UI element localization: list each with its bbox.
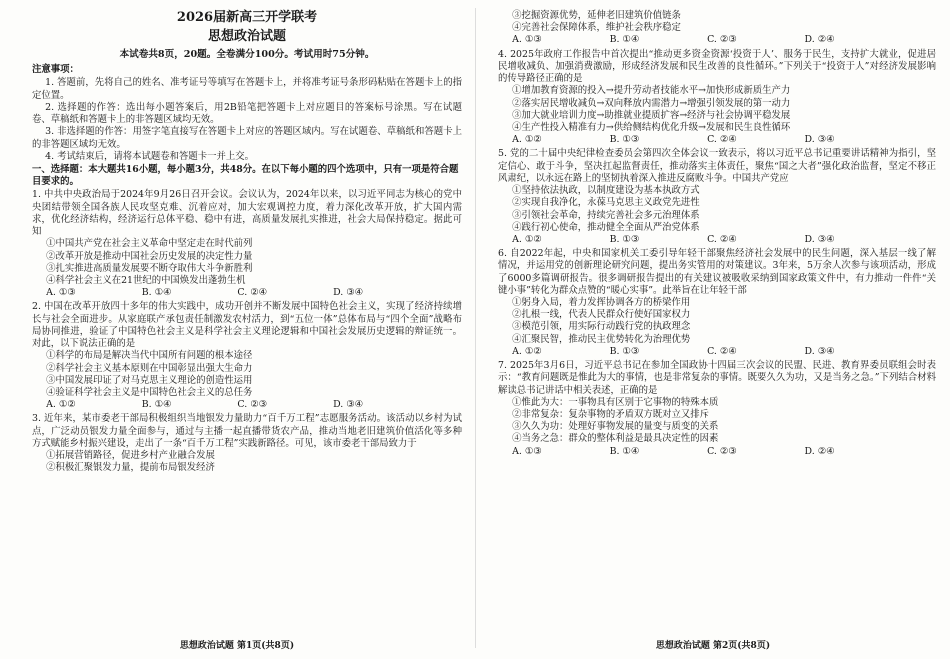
choice-a: A. ①② (512, 233, 542, 245)
exam-title: 2026届新高三开学联考 (176, 10, 318, 25)
question-stem: 1. 中共中央政治局于2024年9月26日召开会议。会议认为，2024年以来，以习近平同志为核心的党中央团结带领全国各族人民攻坚克难、沉着应对，加大宏观调控力度，着力深化改革开放，扩大国内需求，优化经济结构，经济运行总体平稳、稳中有进，高质量发展扎实推进，社会大局保持稳定。据此可知 (32, 189, 462, 238)
statement-option: ④验证科学社会主义是中国特色社会主义的总任务 (46, 386, 253, 398)
statement-option: ①中国共产党在社会主义革命中坚定走在时代前列 (46, 238, 253, 250)
answer-choices (498, 346, 936, 358)
statement-option: ③挖掘资源优势，延伸老旧建筑价值链条 (512, 10, 681, 21)
choice-a: A. ①③ (512, 34, 542, 46)
choice-b: B. ①③ (609, 134, 640, 146)
choice-b: B. ①④ (141, 399, 172, 411)
page-2 (476, 0, 950, 659)
statement-option: ④践行初心使命，推动健全全面从严治党体系 (512, 221, 700, 233)
choice-c: C. ②④ (707, 134, 737, 146)
choice-b: B. ①④ (141, 287, 172, 299)
choice-b: B. ①④ (609, 34, 640, 46)
statement-option: ②改革开放是推动中国社会历史发展的决定性力量 (46, 250, 253, 262)
statement-option: ④汇聚民智，推动民主优势转化为治理优势 (512, 333, 691, 345)
statement-option: ③久久为功：处理好事物发展的量变与质变的关系 (512, 421, 719, 433)
question-3-continued (498, 10, 936, 47)
choice-a: A. ①② (512, 345, 542, 357)
answer-choices (498, 134, 936, 146)
statement-option: ②落实居民增收减负→双向释放内需潜力→增强引领发展的第一动力 (512, 97, 791, 109)
statement-option: ④完善社会保障体系，维护社会秩序稳定 (512, 22, 681, 34)
notice-item: 4. 考试结束后，请将本试题卷和答题卡一并上交。 (45, 150, 254, 162)
section-heading: 一、选择题：本大题共16小题，每小题3分，共48分。在以下每小题的四个选项中，只有一项是符合题目要求的。 (32, 164, 459, 188)
question-stem: 2. 中国在改革开放四十多年的伟大实践中，成功开创并不断发展中国特色社会主义，实现了经济持续增长与社会全面进步。从家庭联产承包责任制激发农村活力，到“五位一体”总体布局与“四个全面”战略布局协同推进，验证了中国特色社会主义是科学社会主义理论逻辑和中国社会发展历史逻辑的辩证统一。对此，以下说法正确的是 (32, 301, 462, 350)
question-stem: 7. 2025年3月6日，习近平总书记在参加全国政协十四届三次会议的民盟、民进、教育界委员联组会时表示：“教育问题既是惟此为大的事情，也是非常复杂的事情。既要久久为功，又是当务之急。”下列结合材料解读总书记讲话中相关表述，正确的是 (498, 360, 936, 396)
question-2 (32, 301, 462, 411)
question-7 (498, 360, 936, 458)
statement-option: ④当务之急：群众的整体利益是最具决定性的因素 (512, 433, 719, 445)
page-1 (0, 0, 474, 659)
notice-item: 3. 非选择题的作答：用签字笔直接写在答题卡上对应的答题区域内。写在试题卷、草稿纸和答题卡上的非答题区域均无效。 (32, 126, 462, 150)
notice-title: 注意事项： (32, 64, 79, 76)
choice-c: C. ②③ (707, 34, 737, 46)
choice-a: A. ①② (46, 399, 76, 411)
statement-option: ①坚持依法执政，以制度建设为基本执政方式 (512, 185, 700, 197)
statement-option: ④生产性投入精准有力→供给侧结构优化升级→发展和民生良性循环 (512, 121, 791, 133)
choice-c: C. ②④ (707, 345, 737, 357)
statement-option: ①科学的布局是解决当代中国所有问题的根本途径 (46, 350, 253, 362)
answer-choices (32, 399, 462, 411)
question-3 (32, 413, 462, 474)
answer-choices (498, 34, 936, 46)
choice-c: C. ②④ (707, 233, 737, 245)
question-stem: 3. 近年来，某市委老干部局积极组织当地银发力量助力“百千万工程”志愿服务活动。该活动以乡村为试点，广泛动员银发力量全面参与，通过与主播一起直播带货农产品，推动当地老旧建筑价值活化等多种方式赋能乡村振兴建设，走出了一条“百千万工程”实践新路径。可见，该市委老干部局致力于 (32, 413, 462, 449)
statement-option: ②积极汇聚银发力量，提前布局银发经济 (46, 462, 215, 474)
statement-option: ①拓展营销路径，促进乡村产业融合发展 (46, 450, 215, 462)
question-stem: 5. 党的二十届中央纪律检查委员会第四次全体会议一致表示，将以习近平总书记重要讲话精神为指引，坚定信心、敢于斗争，坚决扛起监督责任，推动落实主体责任，聚焦“国之大者”强化政治监督，坚定不移正风肃纪，以永远在路上的坚韧执着深入推进反腐败斗争。中国共产党应 (498, 148, 936, 184)
question-6 (498, 248, 936, 358)
question-4 (498, 49, 936, 147)
choice-b: B. ①③ (609, 345, 640, 357)
choice-d: D. ③④ (333, 399, 364, 411)
statement-option: ③模范引领，用实际行动践行党的执政理念 (512, 321, 691, 333)
statement-option: ②非常复杂：复杂事物的矛盾双方既对立又排斥 (512, 409, 709, 420)
statement-option: ④科学社会主义在21世纪的中国焕发出蓬勃生机 (46, 274, 246, 286)
question-1 (32, 189, 462, 299)
choice-d: D. ②④ (804, 34, 835, 46)
exam-meta: 本试卷共8页，20题。全卷满分100分。考试用时75分钟。 (119, 48, 375, 60)
answer-choices (498, 446, 936, 458)
choice-c: C. ②④ (237, 287, 268, 299)
statement-option: ①躬身入局，着力发挥协调各方的桥梁作用 (512, 297, 691, 309)
statement-option: ③扎实推进高质量发展要不断夺取伟大斗争新胜利 (46, 262, 253, 274)
choice-b: B. ①④ (609, 445, 640, 457)
answer-choices (32, 287, 462, 299)
choice-a: A. ①② (512, 134, 542, 146)
answer-choices (498, 234, 936, 246)
exam-subject-title: 思想政治试题 (207, 28, 286, 44)
choice-c: C. ②③ (237, 399, 268, 411)
statement-option: ③加大就业培训力度→助推就业提质扩容→经济与社会协调平稳发展 (512, 109, 791, 121)
choice-a: A. ①③ (512, 445, 542, 457)
choice-b: B. ①③ (609, 233, 640, 245)
choice-a: A. ①③ (46, 287, 76, 299)
statement-option: ②扎根一线，代表人民群众行使好国家权力 (512, 309, 691, 321)
statement-option: ②科学社会主义基本原则在中国彰显出强大生命力 (46, 362, 253, 374)
notice-item: 1. 答题前，先将自己的姓名、准考证号等填写在答题卡上，并将准考证号条形码粘贴在答题卡上的指定位置。 (32, 77, 462, 101)
question-stem: 4. 2025年政府工作报告中首次提出“推动更多资金资源‘投资于人’、服务于民生，支持扩大就业，促进居民增收减负、加强消费激励，形成经济发展和民生改善的良性循环。”下列关于“投资于人”对经济发展影响的传导路径正确的是 (498, 48, 936, 85)
choice-d: D. ③④ (333, 287, 364, 299)
question-5 (498, 148, 936, 246)
notice-item: 2. 选择题的作答：选出每小题答案后，用2B铅笔把答题卡上对应题目的答案标号涂黑。写在试题卷、草稿纸和答题卡上的非答题区域均无效。 (32, 101, 462, 126)
choice-d: D. ②④ (804, 445, 835, 457)
choice-d: D. ③④ (804, 233, 835, 245)
statement-option: ③引领社会革命，持续完善社会多元治理体系 (512, 209, 700, 221)
choice-c: C. ②③ (707, 445, 737, 457)
question-stem: 6. 自2022年起，中央和国家机关工委引导年轻干部聚焦经济社会发展中的民生问题，深入基层一线了解情况，并运用党的创新理论研究问题，提出务实管用的对策建议。3年来，5万余人次参与该项活动，形成了6000多篇调研报告。很多调研报告提出的有关建议被吸收采纳到国家政策文件中，有力推动一件件“关键小事”转化为群众点赞的“暖心实事”。此举旨在让年轻干部 (498, 248, 936, 296)
statement-option: ②实现自我净化，永葆马克思主义政党先进性 (512, 197, 700, 209)
statement-option: ①惟此为大：一事物具有区别于它事物的特殊本质 (512, 396, 719, 408)
statement-option: ①增加教育资源的投入→提升劳动者技能水平→加快形成新质生产力 (512, 85, 791, 97)
choice-d: D. ③④ (804, 345, 835, 357)
choice-d: D. ③④ (804, 134, 835, 146)
page-footer: 思想政治试题 第2页(共8页) (655, 641, 771, 652)
statement-option: ③中国发展印证了对马克思主义理论的创造性运用 (46, 374, 253, 386)
page-footer: 思想政治试题 第1页(共8页) (179, 641, 295, 652)
